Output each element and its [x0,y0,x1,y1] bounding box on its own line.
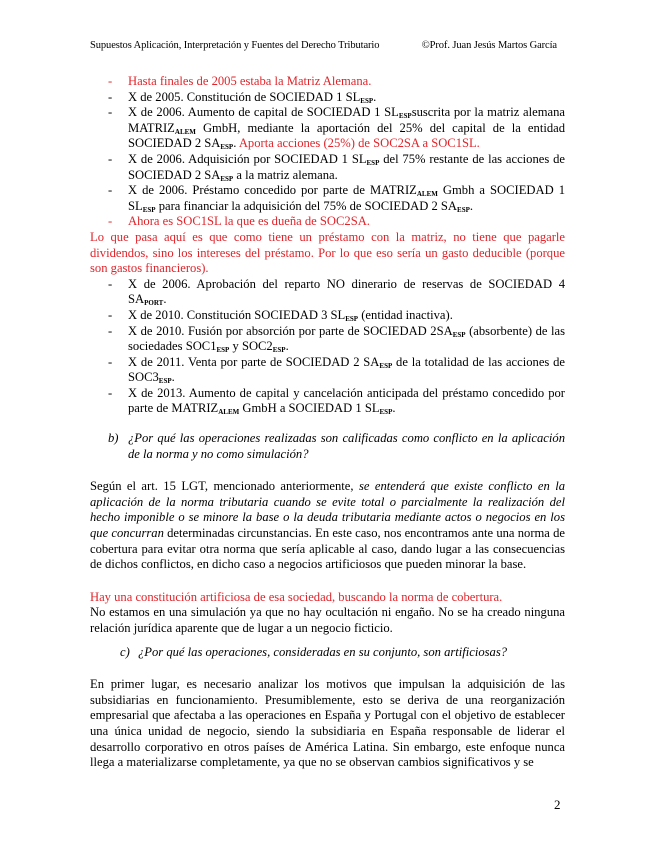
answer-paragraph-3: En primer lugar, es necesario analizar los motivos que impulsan la adquisición de las subsidiarias en funcionamiento. Presumiblemente, esto se deriva de una reorganización empresarial que afectaba a las operaciones en España y Portugal con el objetivo de establecer una única unidad de negocio, siendo la subsidiaria en España responsable de liderar el desarrollo corporativo en otros países de América Latina. Sin embargo, este enfoque nunca llega a materializarse completamente, ya que no se observan cambios significativos y se [90,677,565,770]
question-text: ¿Por qué las operaciones realizadas son calificadas como conflicto en la aplicación de la norma y no como simulación? [128,431,565,461]
operations-list-2 [90,277,565,417]
question-c [90,645,565,661]
header-author: ©Prof. Juan Jesús Martos García [421,40,557,51]
document-body [90,74,565,771]
list-item: - X de 2010. Constitución SOCIEDAD 3 $SL_{ESP}$ (entidad inactiva). [128,308,565,324]
list-item: - X de 2013. Aumento de capital y cancelación anticipada del préstamo concedido por parte de $MATRIZ_{ALEM}$ GmbH a SOCIEDAD 1 $SL_{ESP}$. [128,386,565,417]
list-item: - X de 2010. Fusión por absorción por parte de SOCIEDAD $2SA_{ESP}$ (absorbente) de las sociedades $SOC1_{ESP}$ y $SOC2_{ESP}$. [128,324,565,355]
list-item: - X de 2006. Préstamo concedido por parte de $MATRIZ_{ALEM}$ Gmbh a SOCIEDAD 1 $SL_{ESP}$ para financiar la adquisición del 75% de SOCIEDAD 2 $SA_{ESP}$. [128,183,565,214]
operations-list-1 [90,74,565,230]
list-item: - Ahora es SOC1SL la que es dueña de SOC2SA. [128,214,565,230]
list-item: - X de 2006. Aprobación del reparto NO dinerario de reservas de SOCIEDAD 4 $SA_{PORT}$. [128,277,565,308]
answer-paragraph-2: No estamos en una simulación ya que no hay ocultación ni engaño. No se ha creado ninguna relación jurídica aparente que de lugar a un negocio ficticio. [90,605,565,635]
list-item: - X de 2011. Venta por parte de SOCIEDAD 2 $SA_{ESP}$ de la totalidad de las acciones de $SOC3_{ESP}$. [128,355,565,386]
list-item: - Hasta finales de 2005 estaba la Matriz Alemana. [128,74,565,90]
red-annotation-line: Hay una constitución artificiosa de esa sociedad, buscando la norma de cobertura. [90,589,503,604]
list-item: - X de 2006. Aumento de capital de SOCIEDAD 1 $SL_{ESP}suscrita$ por la matriz alemana $MATRIZ_{ALEM}$ GmbH, mediante la aportación del 25% del capital de la entidad SOCIEDAD 2 $SA_{ESP}$. Aporta acciones (25%) de SOC2SA a SOC1SL. [128,105,565,152]
question-label: c) [120,644,130,659]
question-b [90,431,565,462]
red-annotation-paragraph: Lo que pasa aquí es que como tiene un préstamo con la matriz, no tiene que pagarle dividendos, sino los intereses del préstamo. Por lo que eso sería un gasto deducible (porque son gastos financieros). [90,229,565,276]
question-label: b) [108,431,119,446]
page-number: 2 [554,797,561,812]
question-text: ¿Por qué las operaciones, consideradas en su conjunto, son artificiosas? [138,644,508,659]
list-item: - X de 2005. Constitución de SOCIEDAD 1 $SL_{ESP}$. [128,90,565,106]
answer-paragraph-1: Según el art. 15 LGT, mencionado anteriormente, se entenderá que existe conflicto en la aplicación de la norma tributaria cuando se evite total o parcialmente la realización del hecho imponible o se minore la base o la deuda tributaria mediante actos o negocios en los que concurran determinadas circunstancias. En este caso, nos encontramos ante una norma de cobertura para evitar otra norma que sería aplicable al caso, dando lugar a las consecuencias de dichos conflictos, en dicho caso a negocios artificiosos que pueden minorar la base. [90,479,565,572]
list-item: - X de 2006. Adquisición por SOCIEDAD 1 $SL_{ESP}$ del 75% restante de las acciones de SOCIEDAD 2 $SA_{ESP}$ a la matriz alemana. [128,152,565,183]
header-title: Supuestos Aplicación, Interpretación y Fuentes del Derecho Tributario [90,40,380,51]
